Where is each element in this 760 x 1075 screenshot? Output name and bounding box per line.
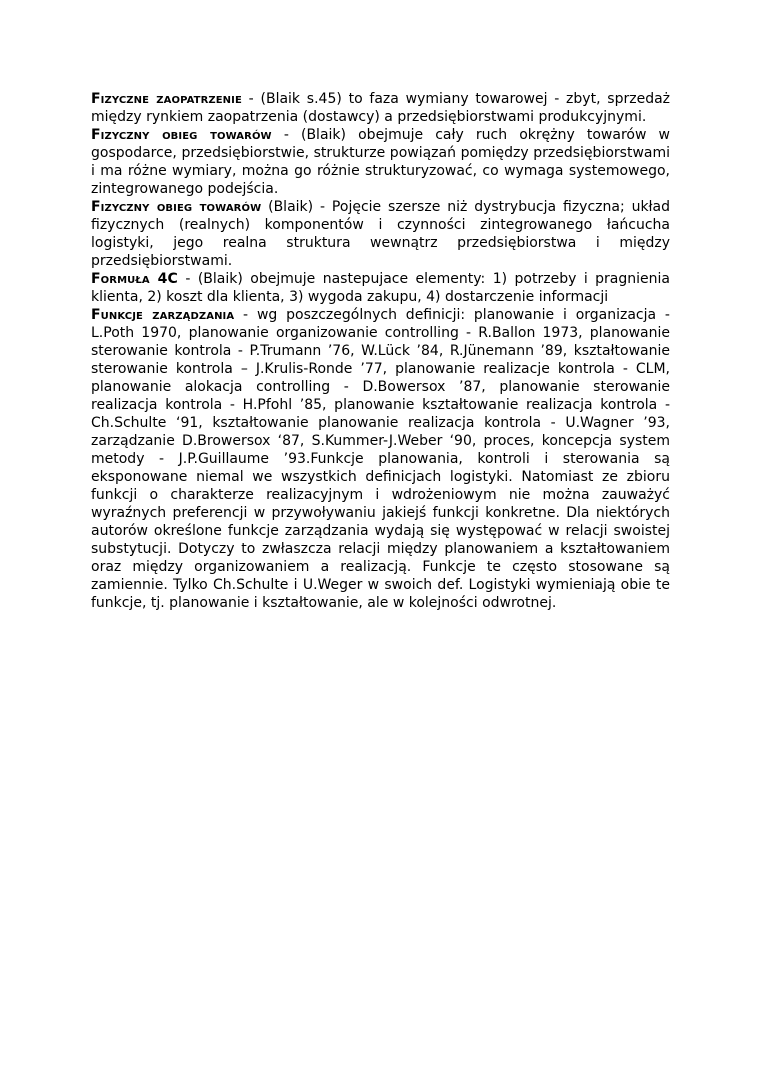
entry-definition: (Blaik) - Pojęcie szersze niż dystrybucja fizyczna; układ fizycznych (realnych) komponentów i czynności zintegrowanego łańcucha logistyki, jego realna struktura wewnątrz przedsiębiorstwa i między przedsiębiorstwami.	[91, 199, 670, 269]
entry-definition: - (Blaik s.45) to faza wymiany towarowej - zbyt, sprzedaż między rynkiem zaopatrzenia (dostawcy) a przedsiębiorstwami produkcyjnymi.	[91, 91, 671, 125]
entry-term: Fizyczne zaopatrzenie	[91, 91, 242, 107]
entry-term: Formuła 4C	[91, 271, 178, 287]
glossary-text	[91, 90, 670, 612]
glossary-entry	[91, 270, 670, 306]
glossary-entry	[91, 126, 670, 198]
entry-definition: - wg poszczególnych definicji: planowanie i organizacja - L.Poth 1970, planowanie organizowanie controlling - R.Ballon 1973, planowanie sterowanie kontrola - P.Trumann ’76, W.Lück ’84, R.Jünemann ’89, kształtowanie sterowanie kontrola – J.Krulis-Ronde ’77, planowanie realizacje kontrola - CLM, planowanie alokacja controlling - D.Bowersox ’87, planowanie sterowanie realizacja kontrola - H.Pfohl ’85, planowanie kształtowanie realizacja kontrola - Ch.Schulte ‘91, kształtowanie planowanie realizacja kontrola - U.Wagner ’93, zarządzanie D.Browersox ‘87, S.Kummer-J.Weber ‘90, proces, koncepcja system metody - J.P.Guillaume ’93.Funkcje planowania, kontroli i sterowania są eksponowane niemal we wszystkich definicjach logistyki. Natomiast ze zbioru funkcji o charakterze realizacyjnym i wdrożeniowym nie można zauważyć wyraźnych preferencji w przywoływaniu jakiejś funkcji konkretne. Dla niektórych autorów określone funkcje zarządzania wydają się występować w relacji swoistej substytucji. Dotyczy to zwłaszcza relacji między planowaniem a kształtowaniem oraz między organizowaniem a realizacją. Funkcje te często stosowane są zamiennie. Tylko Ch.Schulte i U.Weger w swoich def. Logistyki wymieniają obie te funkcje, tj. planowanie i kształtowanie, ale w kolejności odwrotnej.	[91, 307, 670, 611]
entry-definition: - (Blaik) obejmuje nastepujace elementy: 1) potrzeby i pragnienia klienta, 2) koszt dla klienta, 3) wygoda zakupu, 4) dostarczenie informacji	[91, 271, 670, 305]
glossary-entry	[91, 198, 670, 270]
entry-term: Funkcje zarządzania	[91, 307, 235, 323]
glossary-entry	[91, 306, 670, 612]
entry-term: Fizyczny obieg towarów	[91, 127, 272, 143]
glossary-entry	[91, 90, 670, 126]
entry-definition: - (Blaik) obejmuje cały ruch okrężny towarów w gospodarce, przedsiębiorstwie, strukturze powiązań pomiędzy przedsiębiorstwami i ma różne wymiary, można go różnie strukturyzować, co wymaga systemowego, zintegrowanego podejścia.	[91, 127, 671, 197]
entry-term: Fizyczny obieg towarów	[91, 199, 262, 215]
